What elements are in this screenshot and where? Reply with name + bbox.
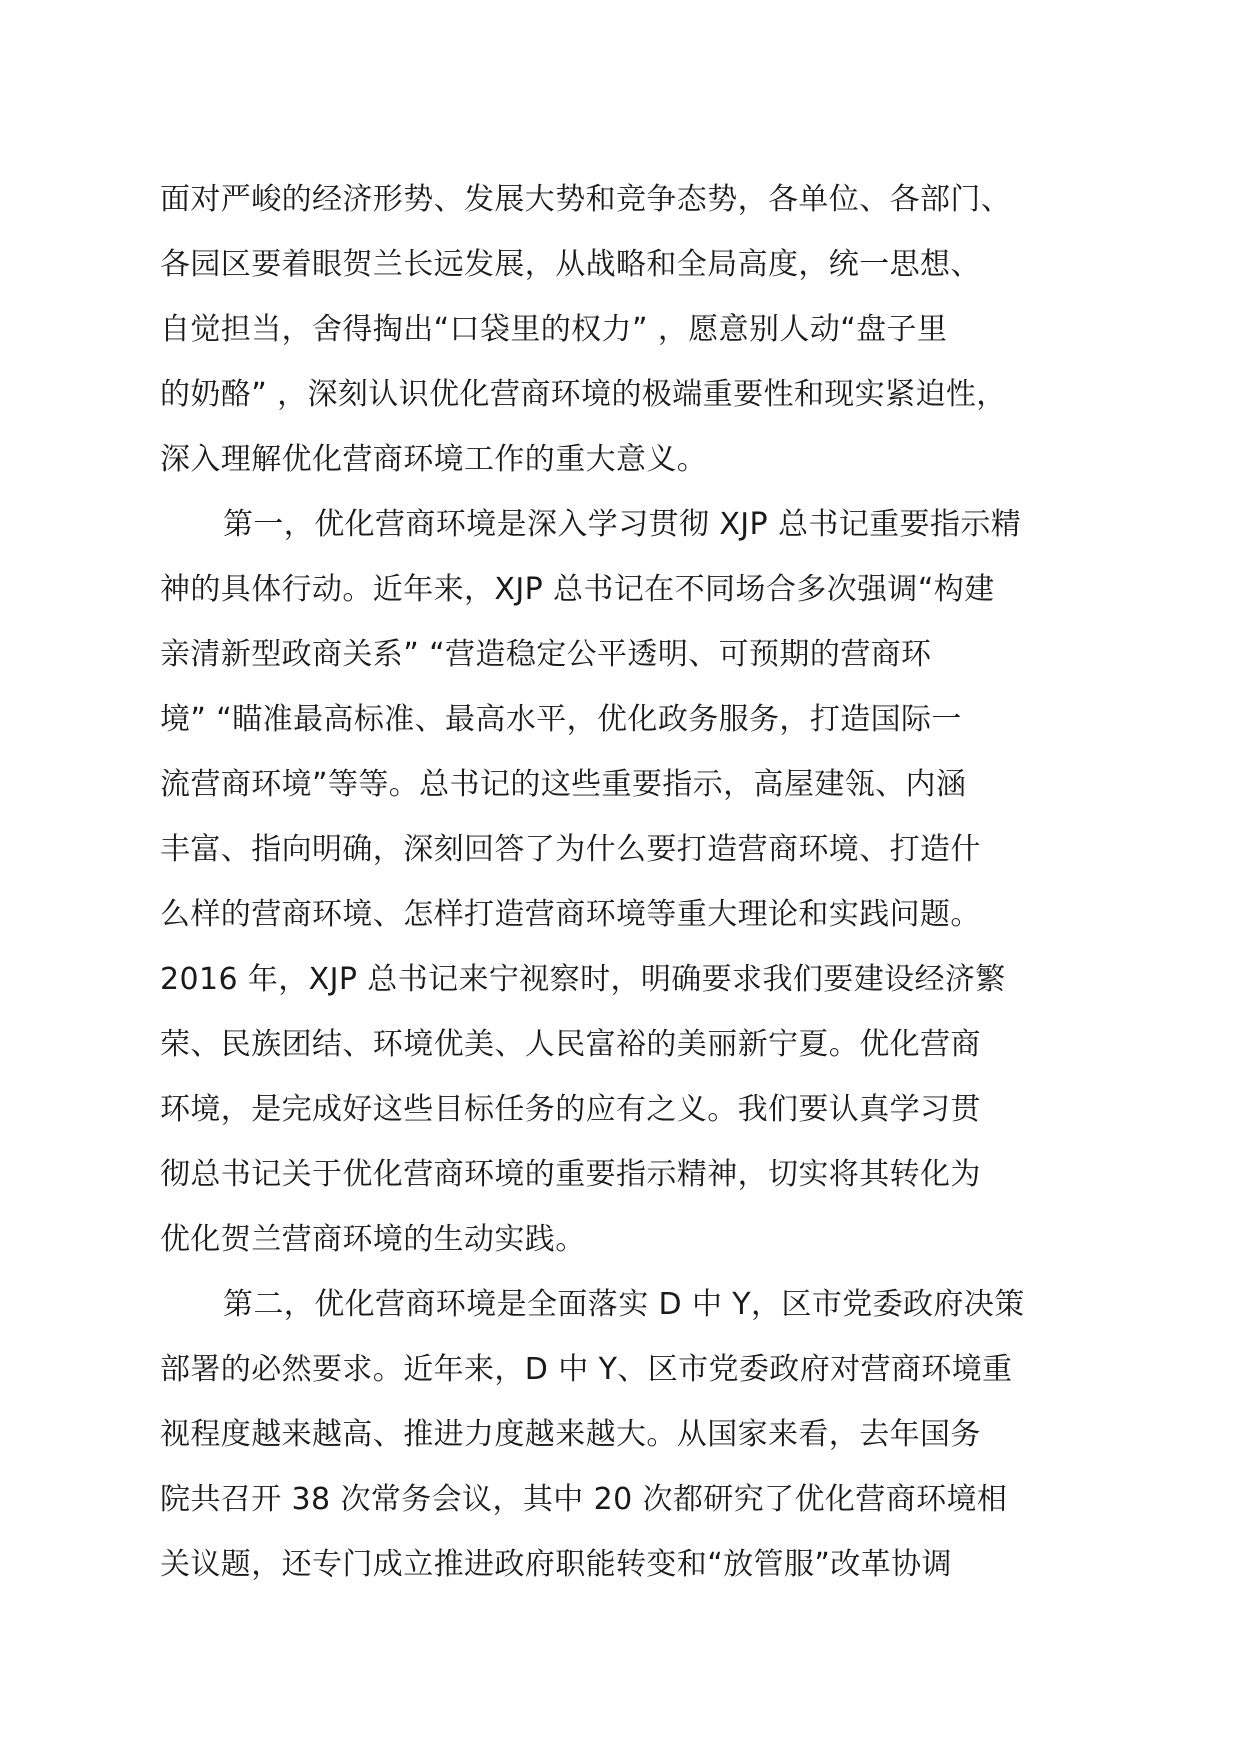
text-line: 彻总书记关于优化营商环境的重要指示精神，切实将其转化为 — [160, 1157, 981, 1192]
document-page — [160, 167, 1120, 1597]
paragraph-first-line: 第二，优化营商环境是全面落实 D 中 Y，区市党委政府决策 — [223, 1287, 1025, 1322]
text-line: 环境，是完成好这些目标任务的应有之义。我们要认真学习贯 — [160, 1092, 981, 1127]
text-line: 流营商环境”等等。总书记的这些重要指示，高屋建瓴、内涵 — [160, 767, 967, 802]
paragraph-first-line: 第一，优化营商环境是深入学习贯彻 XJP 总书记重要指示精 — [223, 507, 1022, 542]
text-line: 亲清新型政商关系” “营造稳定公平透明、可预期的营商环 — [160, 637, 932, 672]
text-line: 关议题，还专门成立推进政府职能转变和“放管服”改革协调 — [160, 1547, 952, 1582]
text-line: 境” “瞄准最高标准、最高水平，优化政务服务，打造国际一 — [160, 702, 962, 737]
text-line: 各园区要着眼贺兰长远发展，从战略和全局高度，统一思想、 — [160, 247, 981, 282]
text-line: 优化贺兰营商环境的生动实践。 — [160, 1222, 586, 1257]
text-line: 神的具体行动。近年来，XJP 总书记在不同场合多次强调“构建 — [160, 572, 995, 607]
text-line: 的奶酪” ，深刻认识优化营商环境的极端重要性和现实紧迫性， — [160, 377, 1007, 412]
text-line: 视程度越来越高、推进力度越来越大。从国家来看，去年国务 — [160, 1417, 981, 1452]
text-line: 院共召开 38 次常务会议，其中 20 次都研究了优化营商环境相 — [160, 1482, 1008, 1517]
text-line: 2016 年，XJP 总书记来宁视察时，明确要求我们要建设经济繁 — [160, 962, 1006, 997]
text-line: 丰富、指向明确，深刻回答了为什么要打造营商环境、打造什 — [160, 832, 981, 867]
text-line: 部署的必然要求。近年来，D 中 Y、区市党委政府对营商环境重 — [160, 1352, 1013, 1387]
text-line: 自觉担当，舍得掏出“口袋里的权力” ，愿意别人动“盘子里 — [160, 312, 948, 347]
text-line: 荣、民族团结、环境优美、人民富裕的美丽新宁夏。优化营商 — [160, 1027, 981, 1062]
text-line: 面对严峻的经济形势、发展大势和竞争态势，各单位、各部门、 — [160, 182, 1012, 217]
text-line: 深入理解优化营商环境工作的重大意义。 — [160, 442, 708, 477]
text-line: 么样的营商环境、怎样打造营商环境等重大理论和实践问题。 — [160, 897, 981, 932]
